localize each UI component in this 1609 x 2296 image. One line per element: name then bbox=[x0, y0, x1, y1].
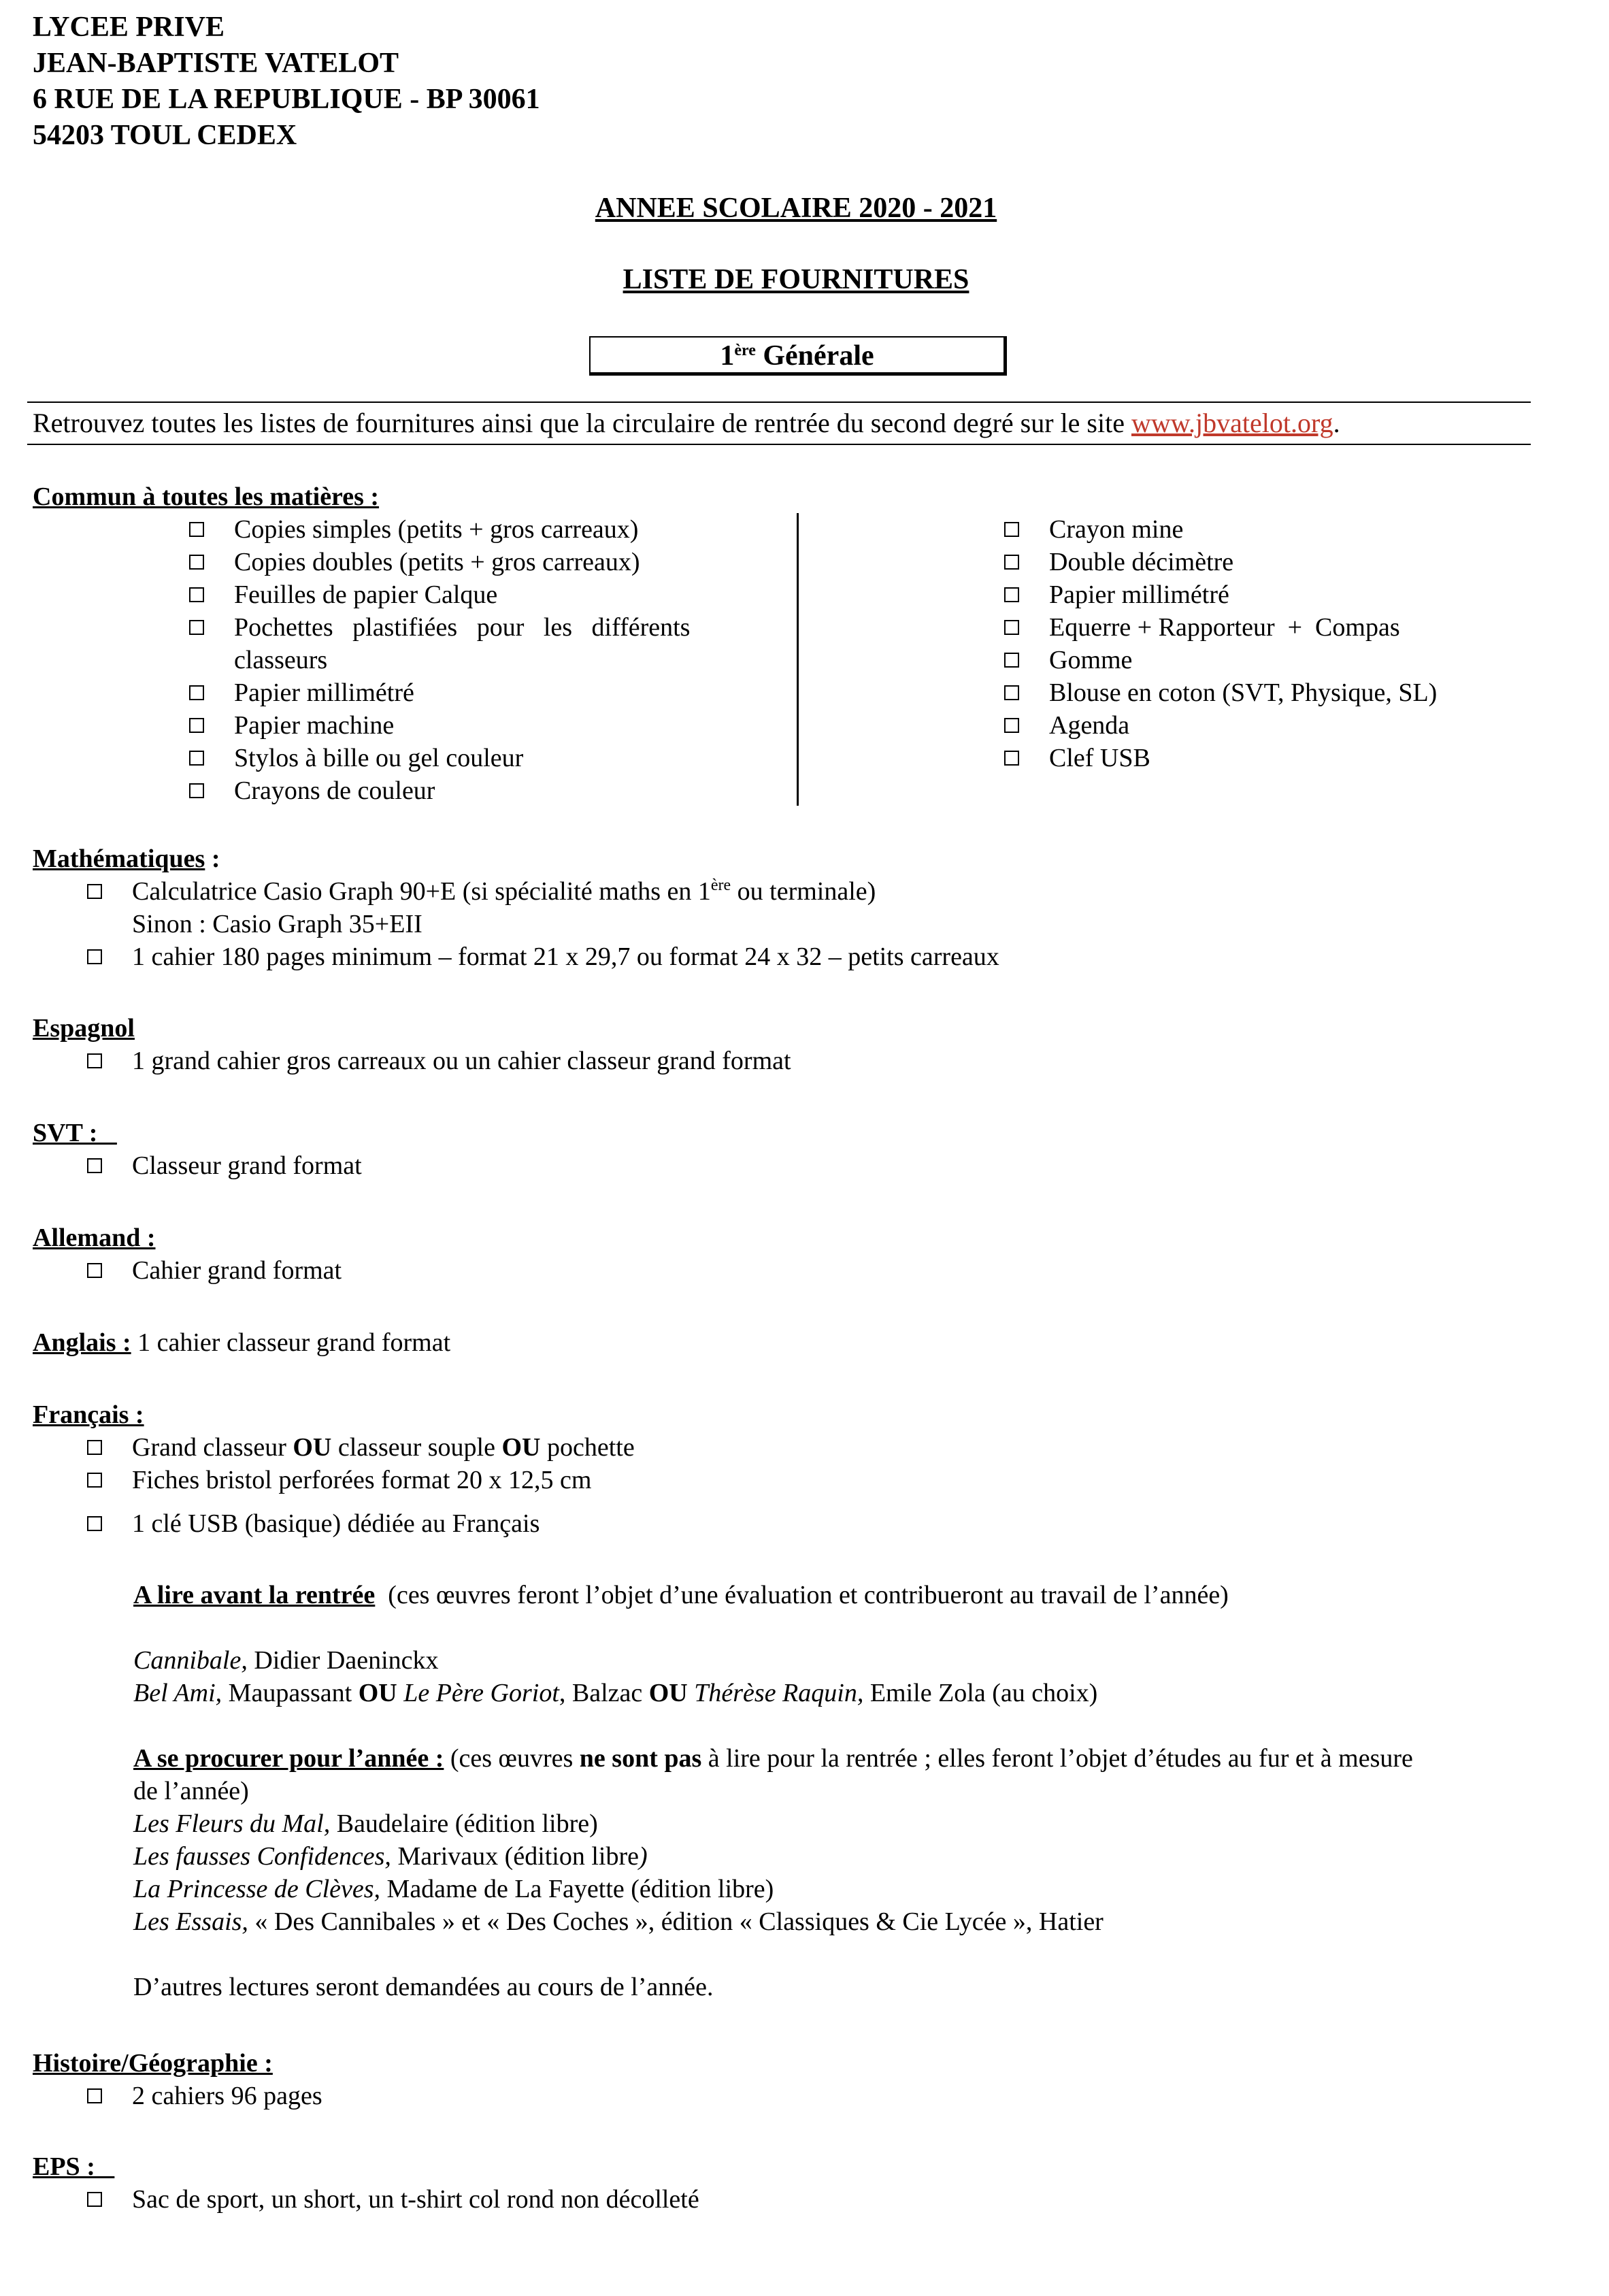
checkbox[interactable] bbox=[189, 522, 204, 537]
address-line-1: 6 RUE DE LA REPUBLIQUE - BP 30061 bbox=[33, 84, 540, 115]
book-line: Les Essais, « Des Cannibales » et « Des Coches », édition « Classiques & Cie Lycée », Hatier bbox=[133, 1907, 1104, 1936]
school-address bbox=[33, 10, 540, 154]
list-item: Gomme bbox=[1003, 644, 1437, 676]
checkbox[interactable] bbox=[1004, 685, 1019, 700]
checkbox[interactable] bbox=[189, 587, 204, 602]
reading-before-term: A lire avant la rentrée (ces œuvres feront l’objet d’une évaluation et contribueront au travail de l’année) Cannibale, Didier Daeninckx Bel Ami, Maupassant OU Le Père Goriot, Balzac OU Thérèse Raquin, Emile Zola (au choix) bbox=[133, 1579, 1229, 1709]
checkbox[interactable] bbox=[1004, 587, 1019, 602]
checkbox[interactable] bbox=[189, 718, 204, 733]
list-item: Feuilles de papier Calque bbox=[188, 578, 690, 611]
book-line: Bel Ami, Maupassant OU Le Père Goriot, Balzac OU Thérèse Raquin, Emile Zola (au choix) bbox=[133, 1679, 1098, 1707]
checkbox[interactable] bbox=[87, 1158, 102, 1173]
eps-list bbox=[86, 2183, 699, 2216]
spanish-list bbox=[86, 1045, 791, 1077]
list-item: Papier millimétré bbox=[188, 676, 690, 709]
checkbox[interactable] bbox=[87, 1440, 102, 1455]
list-item: Double décimètre bbox=[1003, 546, 1437, 578]
list-item: Crayons de couleur bbox=[188, 774, 690, 807]
checkbox[interactable] bbox=[87, 2088, 102, 2103]
checkbox[interactable] bbox=[1004, 620, 1019, 635]
checkbox[interactable] bbox=[1004, 751, 1019, 766]
school-year-heading: ANNEE SCOLAIRE 2020 - 2021 bbox=[595, 193, 997, 224]
school-name-line-2: JEAN-BAPTISTE VATELOT bbox=[33, 48, 399, 79]
books-to-buy: A se procurer pour l’année : (ces œuvres ne sont pas à lire pour la rentrée ; elles feront l’objet d’études au fur et à mesure de l’année) Les Fleurs du Mal, Baudelaire (édition libre) Les fausses Confidences, Marivaux (édition libre) La Princesse de Clèves, Madame de La Fayette (édition libre) Les Essais, « Des Cannibales » et « Des Coches », édition « Classiques & Cie Lycée », Hatier D’autres lectures seront demandées au cours de l’année. bbox=[133, 1742, 1413, 2003]
svt-section-title: SVT : bbox=[33, 1119, 117, 1147]
history-list bbox=[86, 2080, 322, 2112]
list-item: Blouse en coton (SVT, Physique, SL) bbox=[1003, 676, 1437, 709]
common-list-right bbox=[1003, 513, 1437, 774]
checkbox[interactable] bbox=[1004, 718, 1019, 733]
history-geography-section-title: Histoire/Géographie : bbox=[33, 2049, 273, 2078]
book-line: Les Fleurs du Mal, Baudelaire (édition libre) bbox=[133, 1809, 598, 1838]
checkbox[interactable] bbox=[87, 1053, 102, 1068]
checkbox[interactable] bbox=[189, 685, 204, 700]
book-line: La Princesse de Clèves, Madame de La Fayette (édition libre) bbox=[133, 1875, 774, 1903]
french-list bbox=[86, 1431, 635, 1540]
checkbox[interactable] bbox=[1004, 653, 1019, 668]
checkbox[interactable] bbox=[87, 1263, 102, 1278]
checkbox[interactable] bbox=[189, 751, 204, 766]
list-item: 1 grand cahier gros carreaux ou un cahier classeur grand format bbox=[86, 1045, 791, 1077]
checkbox[interactable] bbox=[1004, 522, 1019, 537]
list-item: Sac de sport, un short, un t-shirt col rond non décolleté bbox=[86, 2183, 699, 2216]
list-item: Papier millimétré bbox=[1003, 578, 1437, 611]
checkbox[interactable] bbox=[87, 2192, 102, 2207]
list-item: Clef USB bbox=[1003, 742, 1437, 774]
list-item: Crayon mine bbox=[1003, 513, 1437, 546]
checkbox[interactable] bbox=[87, 1473, 102, 1488]
checkbox[interactable] bbox=[87, 949, 102, 964]
list-item-continuation: Sinon : Casio Graph 35+EII bbox=[132, 910, 422, 938]
eps-section-title: EPS : bbox=[33, 2152, 115, 2181]
spanish-section-title: Espagnol bbox=[33, 1014, 135, 1043]
list-item: Equerre + Rapporteur + Compas bbox=[1003, 611, 1437, 644]
book-line: Les fausses Confidences, Marivaux (édition libre) bbox=[133, 1842, 648, 1871]
math-section-title: Mathématiques : bbox=[33, 844, 220, 873]
list-item: Copies simples (petits + gros carreaux) bbox=[188, 513, 690, 546]
list-item: 1 cahier 180 pages minimum – format 21 x 29,7 ou format 24 x 32 – petits carreaux bbox=[86, 940, 999, 973]
german-section-title: Allemand : bbox=[33, 1224, 156, 1252]
common-section-title: Commun à toutes les matières : bbox=[33, 482, 380, 511]
checkbox[interactable] bbox=[189, 620, 204, 635]
list-item: Classeur grand format bbox=[86, 1149, 362, 1182]
math-list bbox=[86, 875, 999, 973]
list-item: 2 cahiers 96 pages bbox=[86, 2080, 322, 2112]
english-section: Anglais : 1 cahier classeur grand format bbox=[33, 1328, 451, 1357]
list-item: Papier machine bbox=[188, 709, 690, 742]
checkbox[interactable] bbox=[189, 783, 204, 798]
book-line: Cannibale, Didier Daeninckx bbox=[133, 1646, 439, 1675]
list-item: Stylos à bille ou gel couleur bbox=[188, 742, 690, 774]
german-list bbox=[86, 1254, 342, 1287]
checkbox[interactable] bbox=[1004, 555, 1019, 570]
list-item-continuation: classeurs bbox=[234, 646, 328, 674]
checkbox[interactable] bbox=[87, 1516, 102, 1531]
website-link[interactable]: www.jbvatelot.org bbox=[1131, 408, 1333, 438]
column-divider bbox=[797, 513, 799, 806]
other-readings-note: D’autres lectures seront demandées au cours de l’année. bbox=[133, 1973, 714, 2001]
list-item: Pochettes plastifiées pour les différents bbox=[188, 611, 690, 644]
address-line-2: 54203 TOUL CEDEX bbox=[33, 120, 297, 151]
list-item: Agenda bbox=[1003, 709, 1437, 742]
svt-list bbox=[86, 1149, 362, 1182]
list-item: 1 clé USB (basique) dédiée au Français bbox=[86, 1507, 635, 1540]
class-level-box: 1ère Générale bbox=[589, 336, 1007, 376]
checkbox[interactable] bbox=[189, 555, 204, 570]
common-list-left bbox=[188, 513, 690, 807]
checkbox[interactable] bbox=[87, 884, 102, 899]
french-section-title: Français : bbox=[33, 1400, 144, 1429]
list-item: Fiches bristol perforées format 20 x 12,5 cm bbox=[86, 1464, 635, 1496]
list-item: Grand classeur OU classeur souple OU pochette bbox=[86, 1431, 635, 1464]
list-item: Calculatrice Casio Graph 90+E (si spécialité maths en 1ère ou terminale) bbox=[86, 875, 999, 908]
list-item: Cahier grand format bbox=[86, 1254, 342, 1287]
list-title-heading: LISTE DE FOURNITURES bbox=[623, 264, 969, 295]
school-name-line-1: LYCEE PRIVE bbox=[33, 12, 225, 43]
list-item: Copies doubles (petits + gros carreaux) bbox=[188, 546, 690, 578]
website-notice: Retrouvez toutes les listes de fournitures ainsi que la circulaire de rentrée du second degré sur le site www.jbvatelot.org. bbox=[27, 401, 1531, 445]
